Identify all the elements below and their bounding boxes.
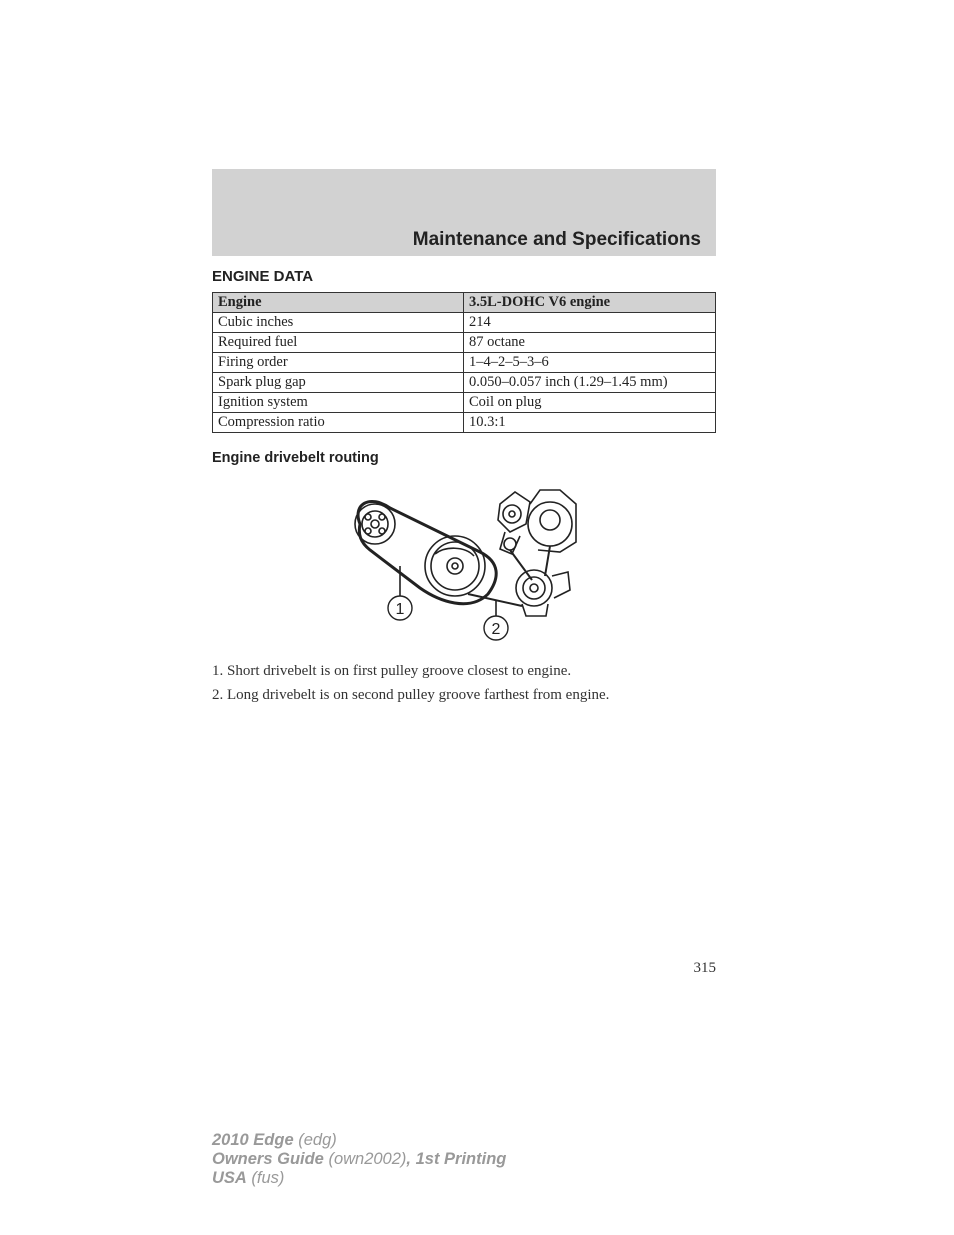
footer-model: 2010 Edge <box>212 1131 294 1149</box>
table-row <box>213 353 716 373</box>
footer-line-3 <box>212 1169 506 1188</box>
table-header-cell: Engine <box>213 293 464 313</box>
table-cell: Required fuel <box>213 333 464 353</box>
footer-guide: Owners Guide <box>212 1150 324 1168</box>
table-cell: 87 octane <box>464 333 716 353</box>
callout-1 <box>388 596 412 620</box>
footer-line-1 <box>212 1131 506 1150</box>
table-cell: Cubic inches <box>213 313 464 333</box>
table-cell: 1–4–2–5–3–6 <box>464 353 716 373</box>
footer-printing: , 1st Printing <box>406 1150 507 1168</box>
header-band <box>212 169 716 256</box>
drivebelt-routing-diagram <box>350 484 580 644</box>
table-cell: Coil on plug <box>464 393 716 413</box>
footer-model-code: (edg) <box>293 1131 337 1149</box>
note-1: 1. Short drivebelt is on first pulley groove closest to engine. <box>212 663 572 679</box>
table-cell: Compression ratio <box>213 413 464 433</box>
note-2: 2. Long drivebelt is on second pulley groove farthest from engine. <box>212 687 610 703</box>
table-cell: 214 <box>464 313 716 333</box>
footer-market: USA <box>212 1169 247 1187</box>
table-cell: 0.050–0.057 inch (1.29–1.45 mm) <box>464 373 716 393</box>
table-cell: Ignition system <box>213 393 464 413</box>
footer <box>212 1131 506 1188</box>
table-header-cell: 3.5L-DOHC V6 engine <box>464 293 716 313</box>
subsection-title: Engine drivebelt routing <box>212 450 379 466</box>
footer-market-code: (fus) <box>246 1169 285 1187</box>
page-number: 315 <box>693 960 716 976</box>
table-row <box>213 393 716 413</box>
table-row <box>213 333 716 353</box>
engine-data-table <box>212 292 716 433</box>
table-row <box>213 413 716 433</box>
table-cell: 10.3:1 <box>464 413 716 433</box>
table-row <box>213 373 716 393</box>
callout-1-label: 1 <box>395 601 405 618</box>
table-row <box>213 313 716 333</box>
table-header-row <box>213 293 716 313</box>
table-cell: Spark plug gap <box>213 373 464 393</box>
table-cell: Firing order <box>213 353 464 373</box>
section-title: ENGINE DATA <box>212 268 314 285</box>
callout-2-label: 2 <box>491 621 501 638</box>
page-header-title: Maintenance and Specifications <box>412 229 701 250</box>
callout-2 <box>484 616 508 640</box>
footer-guide-code: (own2002) <box>323 1150 407 1168</box>
footer-line-2 <box>212 1150 506 1169</box>
